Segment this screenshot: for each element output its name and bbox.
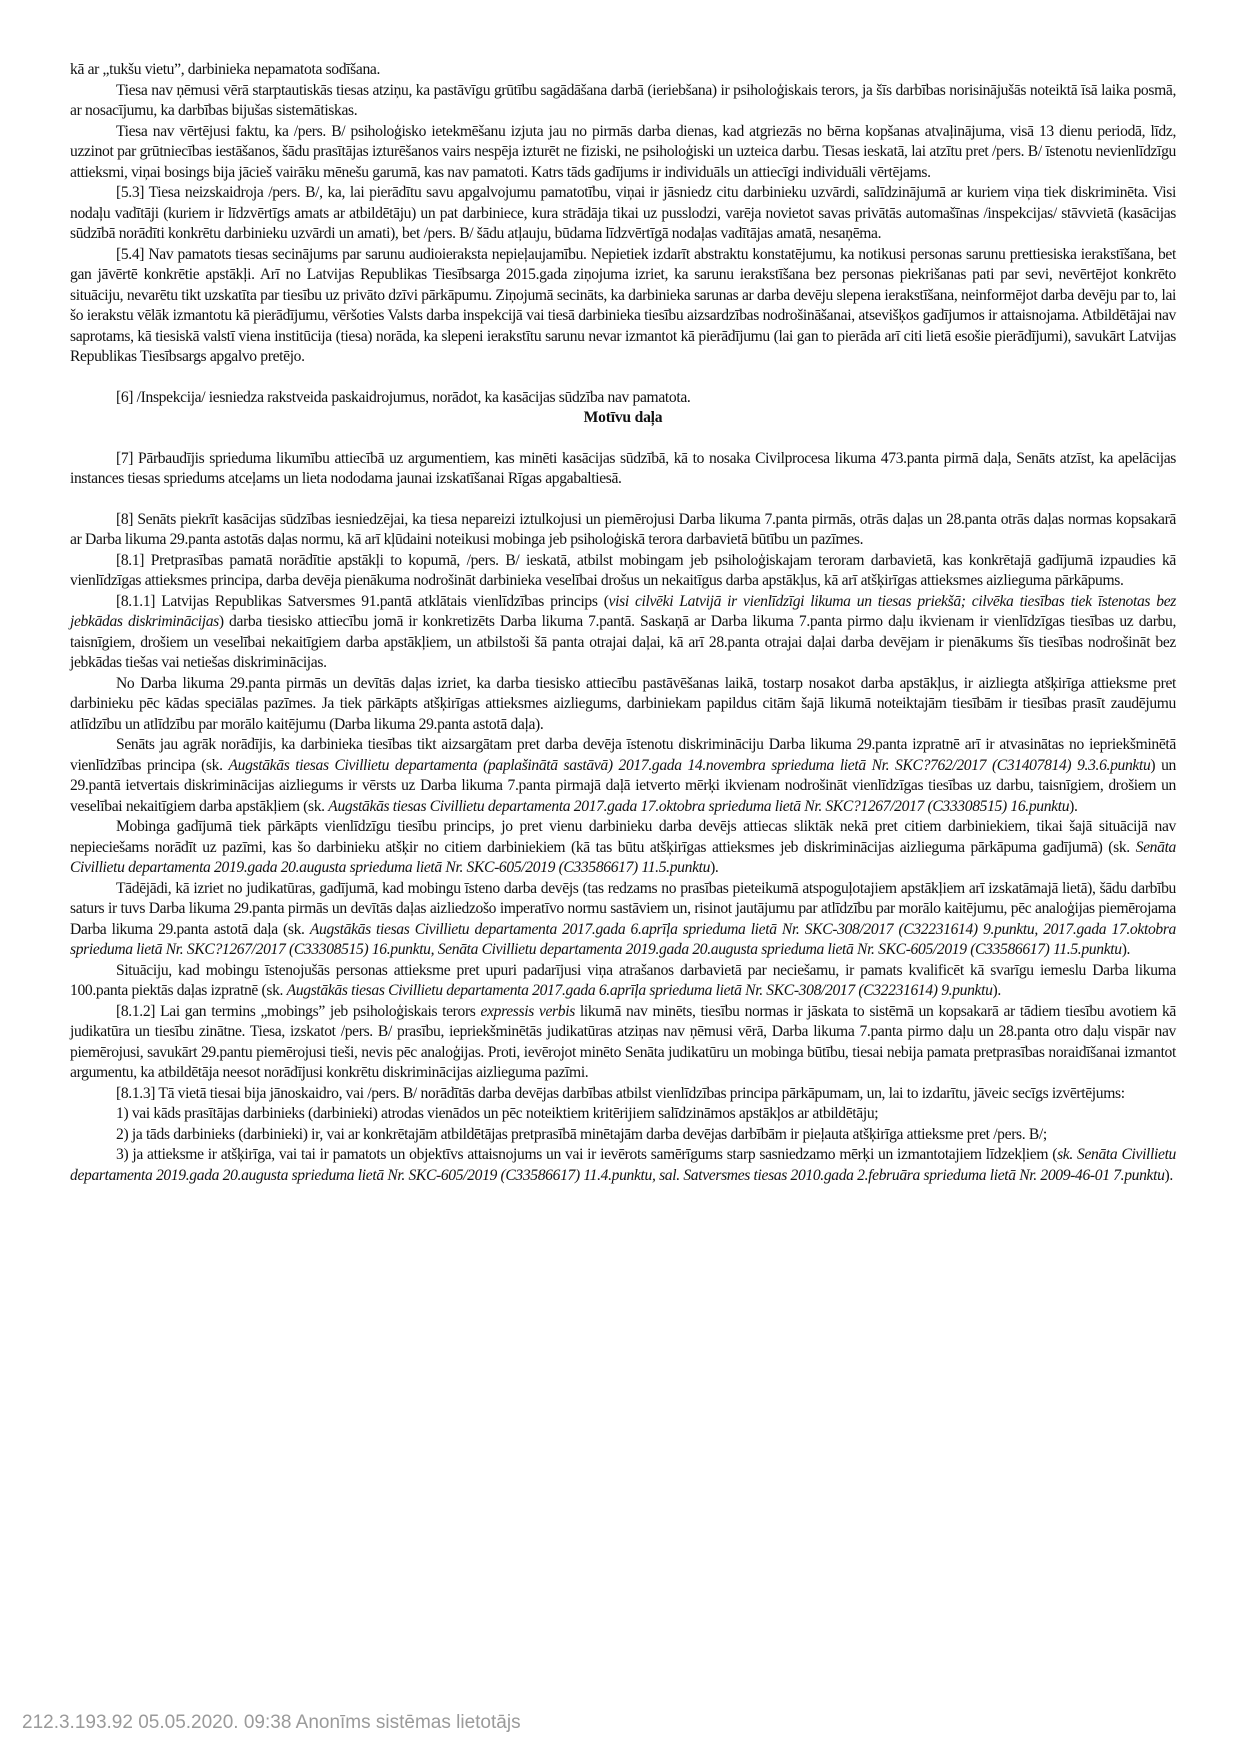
paragraph: Tiesa nav ņēmusi vērā starptautiskās tiesas atziņu, ka pastāvīgu grūtību sagādāšana darbā (ieriebšana) ir psiholoģiskais terors, ja šīs darbības norisinājušās noteiktā īsā laika posmā, ar nosacījumu, ka darbības bijušas sistemātiskas. (70, 81, 1176, 119)
paragraph-8-1-3: [8.1.3] Tā vietā tiesai bija jānoskaidro, vai /pers. B/ norādītās darba devējas darbības atbilst vienlīdzības principa pārkāpumam, un, lai to izdarītu, jāveic secīgs izvērtējums: (116, 1084, 1125, 1102)
text-segment: ). (992, 982, 1001, 999)
document-body (70, 60, 1176, 1186)
text-segment: Situāciju, kad mobingu īstenojušās personas attieksme pret upuri padarījusi viņa atrašanos darbavietā par neciešamu, ir pamats kvalificēt kā svarīgu iemeslu Darba likuma 100.panta piektās daļas izpratnē (sk. (70, 961, 1176, 999)
paragraph-6: [6] /Inspekcija/ iesniedza rakstveida paskaidrojumus, norādot, ka kasācijas sūdzība nav pamatota. (116, 388, 691, 406)
text-segment: Senāts jau agrāk norādījis, ka darbinieka tiesības tikt aizsargātam pret darba devēja īstenotu diskrimināciju Darba likuma 29.panta izpratnē arī ir atvasinātas no iepriekšminētā vienlīdzības principa (sk. (70, 736, 1176, 774)
paragraph-5-3: [5.3] Tiesa neizskaidroja /pers. B/, ka, lai pierādītu savu apgalvojumu pamatotību, viņai ir jāsniedz citu darbinieku uzvārdi, salīdzinājumā ar kuriem viņa tiek diskriminēta. Visi nodaļu vadītāji (kuriem ir līdzvērtīgs amats ar atbildētāju) un pat darbiniece, kura strādāja tikai uz pusslodzi, varēja novietot savas privātās automašīnas /inspekcijas/ stāvvietā (kasācijas sūdzībā norādīti konkrētu darbinieku uzvārdi un amati), bet /pers. B/ šādu atļauju, būdama līdzvērtīgā nodaļas vadītājas amatā, nesaņēma. (70, 184, 1176, 242)
paragraph (70, 961, 1176, 1002)
paragraph-8: [8] Senāts piekrīt kasācijas sūdzības iesniedzējai, ka tiesa nepareizi iztulkojusi un piemērojusi Darba likuma 7.panta pirmās, otrās daļas un 28.panta otrās daļas normas kopsakarā ar Darba likuma 29.panta astotās daļas normu, kā arī kļūdaini noteikusi mobinga jeb psiholoģiskā terora darbavietā būtību un pazīmes. (70, 510, 1176, 548)
italic-citation: sk. Senāta Civillietu departamenta 2019.gada 20.augusta sprieduma lietā Nr. SKC-605/2019 (C33586617) 11.4.punktu, sal. Satversmes tiesas 2010.gada 2.februāra sprieduma lietā Nr. 2009-46-01 7.punktu (70, 1146, 1177, 1184)
paragraph: Tiesa nav vērtējusi faktu, ka /pers. B/ psiholoģisko ietekmēšanu izjuta jau no pirmās darba dienas, kad atgriezās no bērna kopšanas atvaļinājuma, visā 13 dienu periodā, līdz, uzzinot par grūtniecības iestāšanos, šādu prasītājas izturēšanos vairs nespēja izturēt ne fiziski, ne psiholoģiski un uzteica darbu. Tiesas ieskatā, lai atzītu pret /pers. B/ īstenotu nevienlīdzīgu attieksmi, viņai bosings bija jācieš vairāku mēnešu garumā, kas nav pamatoti. Katrs tāds gadījums ir individuāls un attiecīgi individuāli vērtējams. (70, 122, 1176, 181)
text-segment: ). (1121, 941, 1131, 958)
paragraph-8-1-1 (70, 592, 1176, 674)
paragraph (70, 879, 1176, 961)
text-segment: ). (1069, 797, 1078, 815)
text-segment: ). (1164, 1166, 1173, 1184)
italic-citation: Augstākās tiesas Civillietu departamenta 2017.gada 17.oktobra sprieduma lietā Nr. SKC?1267/2017 (C33308515) 16.punktu (328, 797, 1070, 815)
paragraph-8-1: [8.1] Pretprasības pamatā norādītie apstākļi to kopumā, /pers. B/ ieskatā, atbilst mobingam jeb psiholoģiskajam teroram darbavietā, kas konkrētajā gadījumā izpaudies kā vienlīdzīgas attieksmes principa, darba devēja pienākuma nodrošināt darbinieka veselībai drošus un nekaitīgus darba apstākļus, kā arī atšķirīgas attieksmes aizlieguma pārkāpums. (70, 551, 1176, 589)
access-watermark: 212.3.193.92 05.05.2020. 09:38 Anonīms sistēmas lietotājs (22, 1712, 521, 1733)
italic-term: expressis verbis (480, 1002, 575, 1020)
list-item: 1) vai kāds prasītājas darbinieks (darbinieki) atrodas vienādos un pēc noteiktiem kritērijiem salīdzināmos apstākļos ar atbildētāju; (116, 1105, 879, 1122)
list-item: 2) ja tāds darbinieks (darbinieki) ir, vai ar konkrētajām atbildētājas pretprasībā minētajām darba devējas darbībām ir pieļauta atšķirīga attieksme pret /pers. B/; (116, 1125, 1047, 1143)
text-segment: ) darba tiesisko attiecību jomā ir konkretizēts Darba likuma 7.pantā. Saskaņā ar Darba likuma 7.panta pirmo daļu ikvienam ir vienlīdzīgas tiesības uz darbu, taisnīgiem, drošiem un veselībai nekaitīgiem darba apstākļiem, un atbilstoši šā panta otrajai daļai, kā arī 28.panta otrajai daļai darba devējam ir pienākums šīs tiesības nodrošināt bez jebkādas tiešas vai netiešas diskriminācijas. (70, 613, 1176, 671)
list-item (70, 1145, 1176, 1186)
paragraph (70, 817, 1176, 879)
paragraph: kā ar „tukšu vietu”, darbinieka nepamatota sodīšana. (70, 61, 381, 78)
paragraph (70, 735, 1176, 817)
paragraph-7: [7] Pārbaudījis sprieduma likumību attiecībā uz argumentiem, kas minēti kasācijas sūdzībā, kā to nosaka Civilprocesa likuma 473.panta pirmā daļa, Senāts atzīst, ka apelācijas instances tiesas spriedums atceļams un lieta nododama jaunai izskatīšanai Rīgas apgabaltiesā. (70, 449, 1176, 487)
text-segment: [8.1.1] Latvijas Republikas Satversmes 91.pantā atklātais vienlīdzības princips ( (116, 592, 609, 610)
text-segment: ). (710, 859, 719, 876)
paragraph-8-1-2 (70, 1002, 1176, 1084)
italic-citation: Augstākās tiesas Civillietu departamenta 2017.gada 6.aprīļa sprieduma lietā Nr. SKC-308/2017 (C32231614) 9.punktu (286, 982, 993, 999)
text-segment: likumā nav minēts, tiesību normas ir jāskata to sistēmā un kopsakarā ar tādiem tiesību avotiem kā judikatūra un tiesību zinātne. Tiesa, izskatot /pers. B/ prasību, iepriekšminētās judikatūras atziņas nav ņēmusi vērā, Darba likuma 7.panta pirmo daļu un 28.panta otro daļu vispār nav piemērojusi, savukārt 29.pantu piemērojusi tieši, nevis pēc analoģijas. Proti, ievērojot minēto Senāta judikatūru un mobinga būtību, tiesai nebija pamata pretprasības noraidīšanai izmantot argumentu, ka atbildētāja neesot norādījusi konkrētu diskriminācijas aizlieguma pazīmi. (70, 1002, 1177, 1081)
paragraph: No Darba likuma 29.panta pirmās un devītās daļas izriet, ka darba tiesisko attiecību pastāvēšanas laikā, tostarp nosakot darba apstākļus, ir aizliegta atšķirīga attieksme pret darbinieku pēc kādas speciālas pazīmes. Ja tiek pārkāpts atšķirīgas attieksmes aizliegums, darbiniekam papildus citām šajā likumā noteiktajām tiesībām ir tiesības prasīt zaudējumu atlīdzību un atlīdzību par morālo kaitējumu (Darba likuma 29.panta astotā daļa). (70, 674, 1176, 733)
text-segment: 3) ja attieksme ir atšķirīga, vai tai ir pamatots un objektīvs attaisnojums un vai ir ievērots samērīgums starp sasniedzamo mērķi un izmantotajiem līdzekļiem ( (116, 1146, 1058, 1163)
text-segment: ) un 29.pantā ietvertais diskriminācijas aizliegums ir vērsts uz Darba likuma 7.panta pirmajā daļā ietverto mērķi ikvienam nodrošināt vienlīdzīgas tiesības uz darbu, taisnīgiem, drošiem un veselībai nekaitīgiem darba apstākļiem (sk. (70, 756, 1176, 815)
italic-citation: Augstākās tiesas Civillietu departamenta (paplašinātā sastāvā) 2017.gada 14.novembra sprieduma lietā Nr. SKC?762/2017 (C31407814) 9.3.6.punktu (228, 756, 1151, 774)
paragraph-5-4: [5.4] Nav pamatots tiesas secinājums par sarunu audioieraksta nepieļaujamību. Nepietiek izdarīt abstraktu konstatējumu, ka notikusi personas sarunu prettiesiska ierakstīšana, bet gan jāvērtē konkrētie apstākļi. Arī no Latvijas Republikas Tiesībsarga 2015.gada ziņojuma izriet, ka sarunu ierakstīšana bez personas piekrišanas pati par sevi, nevērtējot konkrēto situāciju, nevarētu tikt uzskatīta par tiesību uz privāto dzīvi pārkāpumu. Ziņojumā secināts, ka darbinieka sarunas ar darba devēju slepena ierakstīšana, neinformējot darba devēju par to, lai šo ierakstu vēlāk izmantotu kā pierādījumu, vēršoties Valsts darba inspekcijā vai tiesā darbinieka tiesību aizsardzības nodrošināšanai, atsevišķos gadījumos ir attaisnojama. Atbildētājai nav saprotams, kā tiesiskā valstī viena institūcija (tiesa) norāda, ka slepeni ierakstītu sarunu nevar izmantot kā pierādījumu (lai gan to pierāda arī citi lietā esošie pierādījumi), savukārt Latvijas Republikas Tiesībsargs apgalvo pretējo. (70, 245, 1176, 365)
italic-citation: Augstākās tiesas Civillietu departamenta 2017.gada 6.aprīļa sprieduma lietā Nr. SKC-308/2017 (C32231614) 9.punktu, 2017.gada 17.oktobra sprieduma lietā Nr. SKC?1267/2017 (C33308515) 16.punktu, Senāta Civillietu departamenta 2019.gada 20.augusta sprieduma lietā Nr. SKC-605/2019 (C33586617) 11.5.punktu (70, 920, 1176, 958)
text-segment: Mobinga gadījumā tiek pārkāpts vienlīdzīgu tiesību princips, jo pret vienu darbinieku darba devējs attiecas sliktāk nekā pret citiem darbiniekiem, tikai šajā situācijā nav nepieciešams norādīt uz pazīmi, kas šo darbinieku atšķir no citiem darbiniekiem (kā tas būtu atšķirīgas attieksmes jeb diskriminācijas aizlieguma pārkāpuma gadījumā) (sk. (70, 818, 1176, 856)
text-segment: Tādējādi, kā izriet no judikatūras, gadījumā, kad mobingu īsteno darba devējs (tas redzams no prasības pieteikumā atspoguļotajiem apstākļiem arī izskatāmajā lietā), šādu darbību saturs ir tuvs Darba likuma 29.panta pirmās un devītās daļas aizliedzošo imperatīvo normu sastāviem un, risinot jautājumu par atlīdzību par morālo kaitējumu, pēc analoģijas piemērojama Darba likuma 29.panta astotā daļa (sk. (70, 879, 1176, 938)
italic-quote: visi cilvēki Latvijā ir vienlīdzīgi likuma un tiesas priekšā; cilvēka tiesības tiek īstenotas bez jebkādas diskriminācijas (70, 592, 1176, 630)
section-heading: Motīvu daļa (583, 409, 663, 426)
text-segment: [8.1.2] Lai gan termins „mobings” jeb psiholoģiskais terors (116, 1002, 481, 1020)
italic-citation: Senāta Civillietu departamenta 2019.gada 20.augusta sprieduma lietā Nr. SKC-605/2019 (C33586617) 11.5.punktu (70, 838, 1176, 876)
